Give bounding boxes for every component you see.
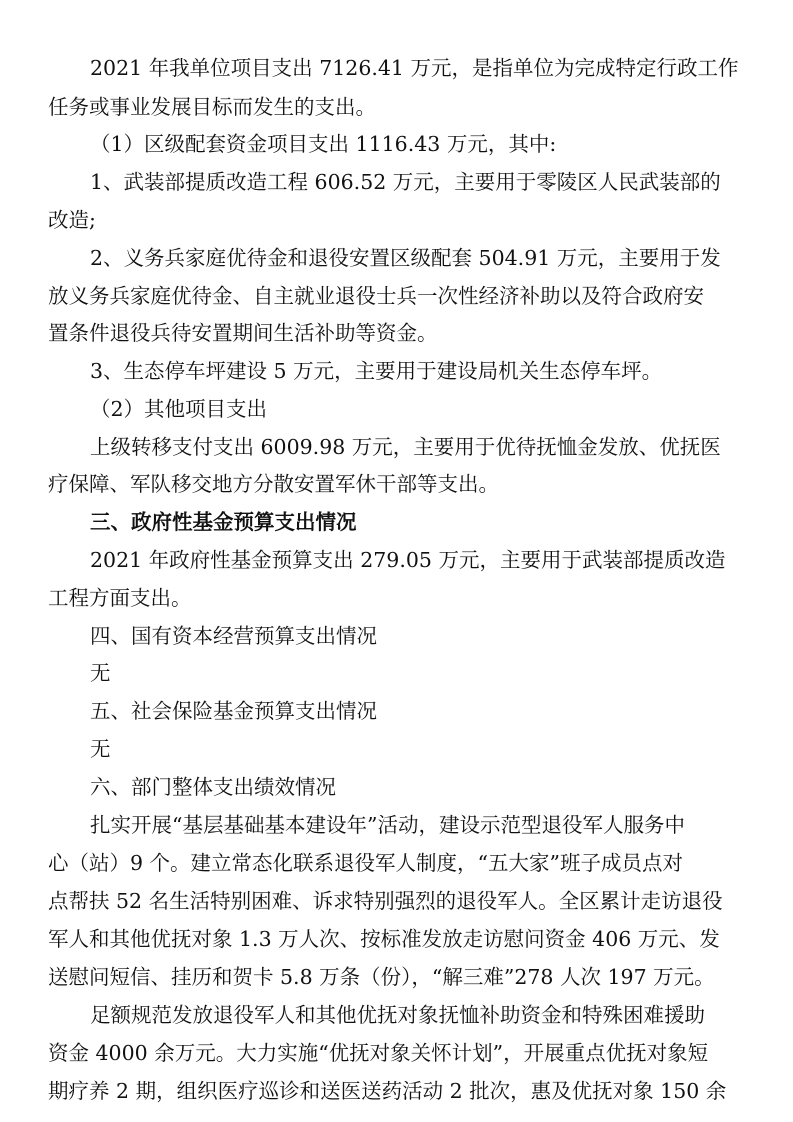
paragraph-line: 无 — [90, 737, 111, 761]
paragraph-line: 改造; — [48, 208, 96, 232]
section-heading: 五、社会保险基金预算支出情况 — [90, 699, 377, 723]
paragraph-line: 期疗养 2 期，组织医疗巡诊和送医送药活动 2 批次，惠及优抚对象 150 余 — [48, 1079, 727, 1103]
paragraph-line: 工程方面支出。 — [48, 586, 192, 610]
paragraph-line: 上级转移支付支出 6009.98 万元，主要用于优待抚恤金发放、优抚医 — [90, 435, 721, 459]
section-heading: 三、政府性基金预算支出情况 — [90, 510, 357, 534]
paragraph-line: 无 — [90, 661, 111, 685]
paragraph-line: 送慰问短信、挂历和贺卡 5.8 万条（份），“解三难”278 人次 197 万元。 — [48, 965, 715, 989]
paragraph-line: 1、武装部提质改造工程 606.52 万元，主要用于零陵区人民武装部的 — [90, 170, 721, 194]
paragraph-line: 置条件退役兵待安置期间生活补助等资金。 — [48, 321, 438, 345]
paragraph-line: 足额规范发放退役军人和其他优抚对象抚恤补助资金和特殊困难援助 — [90, 1003, 705, 1027]
section-heading: 六、部门整体支出绩效情况 — [90, 775, 336, 799]
paragraph-line: 资金 4000 余万元。大力实施“优抚对象关怀计划”，开展重点优抚对象短 — [48, 1041, 709, 1065]
paragraph-line: 放义务兵家庭优待金、自主就业退役士兵一次性经济补助以及符合政府安 — [48, 284, 704, 308]
section-heading: 四、国有资本经营预算支出情况 — [90, 624, 377, 648]
paragraph-line: 任务或事业发展目标而发生的支出。 — [48, 95, 376, 119]
paragraph-line: 扎实开展“基层基础基本建设年”活动，建设示范型退役军人服务中 — [90, 813, 685, 837]
subheading: （2）其他项目支出 — [90, 397, 268, 421]
paragraph-line: 军人和其他优抚对象 1.3 万人次、按标准发放走访慰问资金 406 万元、发 — [48, 927, 720, 951]
paragraph-line: 2021 年政府性基金预算支出 279.05 万元，主要用于武装部提质改造 — [90, 548, 726, 572]
paragraph-line: 疗保障、军队移交地方分散安置军休干部等支出。 — [48, 472, 499, 496]
paragraph-line: 2、义务兵家庭优待金和退役安置区级配套 504.91 万元，主要用于发 — [90, 246, 721, 270]
paragraph-line: 心（站）9 个。建立常态化联系退役军人制度，“五大家”班子成员点对 — [48, 851, 684, 875]
paragraph-line: （1）区级配套资金项目支出 1116.43 万元，其中: — [90, 132, 557, 156]
paragraph-line: 2021 年我单位项目支出 7126.41 万元，是指单位为完成特定行政工作 — [90, 56, 739, 80]
paragraph-line: 点帮扶 52 名生活特别困难、诉求特别强烈的退役军人。全区累计走访退役 — [48, 889, 723, 913]
paragraph-line: 3、生态停车坪建设 5 万元，主要用于建设局机关生态停车坪。 — [90, 359, 663, 383]
